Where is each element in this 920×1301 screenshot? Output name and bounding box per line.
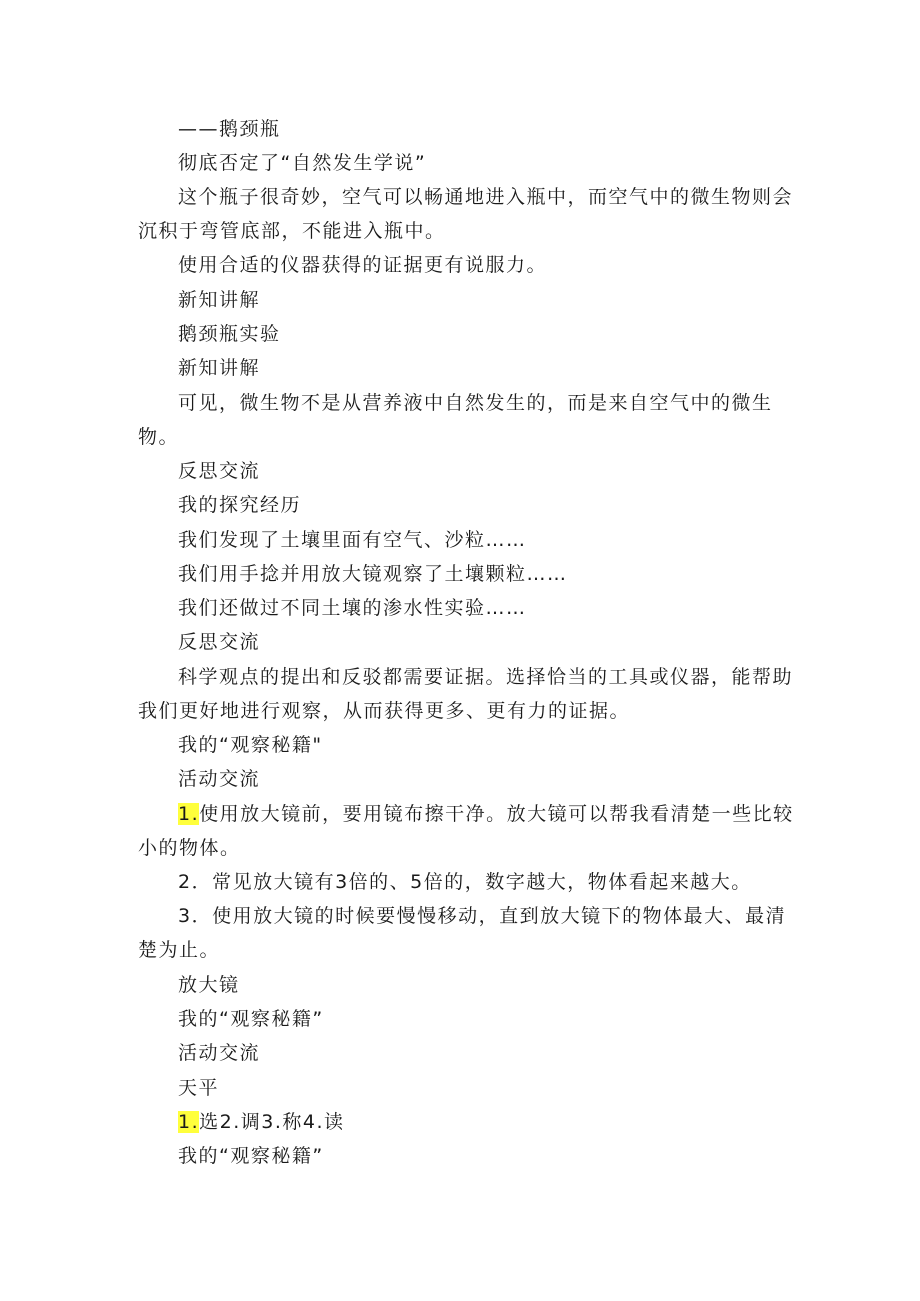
text-line: 楚为止。 [138,939,221,961]
list-item-text: 使用放大镜前，要用镜布擦干净。放大镜可以帮我看清楚一些比较 [199,803,794,825]
list-item-3: 3．使用放大镜的时候要慢慢移动，直到放大镜下的物体最大、最清 [178,905,787,927]
section-heading: 新知讲解 [178,357,261,379]
section-heading: 新知讲解 [178,289,261,311]
text-line: 使用合适的仪器获得的证据更有说服力。 [178,254,548,276]
text-line: 这个瓶子很奇妙，空气可以畅通地进入瓶中，而空气中的微生物则会 [178,186,794,208]
list-item-2: 2．常见放大镜有3倍的、5倍的，数字越大，物体看起来越大。 [178,871,752,893]
text-line: 物。 [138,426,180,448]
text-line: 我们还做过不同土壤的渗水性实验…… [178,597,527,619]
section-heading: 我的“观察秘籍" [178,734,323,756]
text-line: 小的物体。 [138,837,241,859]
section-heading: 活动交流 [178,768,261,790]
text-line: 彻底否定了“自然发生学说” [178,152,427,174]
section-heading: 放大镜 [178,974,240,996]
text-line: 我们用手捻并用放大镜观察了土壤颗粒…… [178,563,568,585]
balance-steps-text: 选2.调3.称4.读 [199,1111,345,1133]
text-line: 我们更好地进行观察，从而获得更多、更有力的证据。 [138,700,631,722]
section-heading: 活动交流 [178,1042,261,1064]
text-line: 沉积于弯管底部，不能进入瓶中。 [138,220,446,242]
section-heading: 我的“观察秘籍” [178,1008,324,1030]
highlight-marker: 1. [178,803,200,825]
text-line: 可见，微生物不是从营养液中自然发生的，而是来自空气中的微生 [178,392,773,414]
highlight-marker: 1. [178,1111,200,1133]
heading-goose-neck-flask: ——鹅颈瓶 [178,118,281,140]
section-heading: 鹅颈瓶实验 [178,323,281,345]
section-heading: 反思交流 [178,631,261,653]
text-line: 我们发现了土壤里面有空气、沙粒…… [178,529,527,551]
section-heading: 我的探究经历 [178,494,302,516]
section-heading: 我的“观察秘籍” [178,1145,324,1167]
list-item-1 [178,802,794,826]
section-heading: 天平 [178,1077,220,1099]
text-line: 科学观点的提出和反驳都需要证据。选择恰当的工具或仪器，能帮助 [178,666,794,688]
section-heading: 反思交流 [178,460,261,482]
balance-steps [178,1110,345,1134]
